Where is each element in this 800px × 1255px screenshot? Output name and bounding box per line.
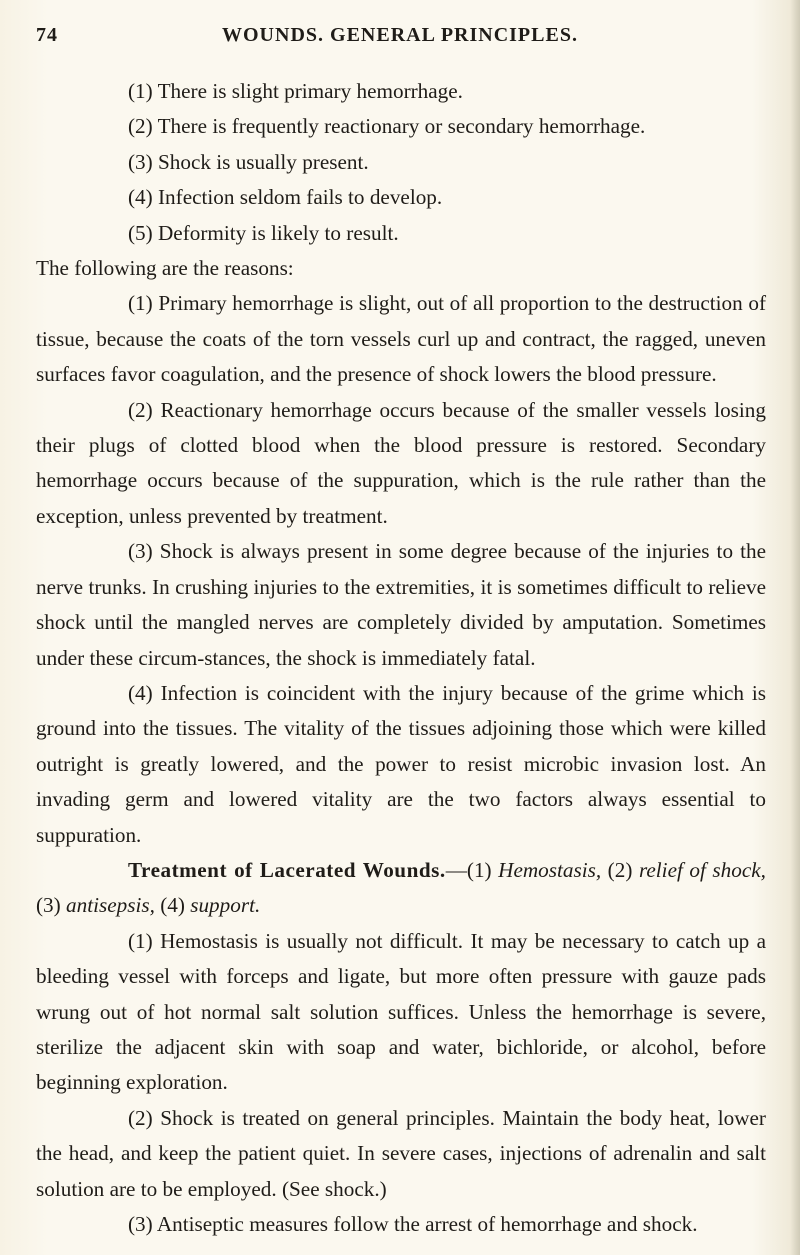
treatment-item-4: support. <box>190 893 261 918</box>
page-number: 74 <box>36 24 58 46</box>
treatment-paragraph: (2) Shock is treated on general principles. Maintain the body heat, lower the head, and keep the patient quiet. In severe cases, injections of adrenalin and salt solution are to be employed. (See shock.) <box>36 1105 766 1201</box>
section-heading: Treatment of Lacerated Wounds. <box>128 857 446 882</box>
treatment-sep-3: (3) <box>36 893 67 918</box>
reasons-intro: The following are the reasons: <box>36 256 294 281</box>
treatment-item-3: antisepsis, <box>66 893 155 918</box>
reason-paragraph: (2) Reactionary hemorrhage occurs because of the smaller vessels losing their plugs of clotted blood when the blood pressure is restored. Secondary hemorrhage occurs because of the suppuration, which is the rule rather than the exception, unless prevented by treatment. <box>36 397 766 528</box>
list-item: (5) Deformity is likely to result. <box>128 220 399 245</box>
treatment-paragraph: (1) Hemostasis is usually not difficult. It may be necessary to catch up a bleeding vessel with forceps and ligate, but more often pressure with gauze pads wrung out of hot normal salt solution suffices. Unless the hemorrhage is severe, sterilize the adjacent skin with soap and water, bichloride, or alcohol, before beginning exploration. <box>36 928 766 1095</box>
treatment-sep-2: (2) <box>601 857 639 882</box>
treatment-item-2: relief of shock, <box>638 857 766 882</box>
list-item: (2) There is frequently reactionary or secondary hemorrhage. <box>128 114 646 139</box>
page-body <box>36 74 766 1242</box>
reason-paragraph: (1) Primary hemorrhage is slight, out of all proportion to the destruction of tissue, because the coats of the torn vessels curl up and contract, the ragged, uneven surfaces favor coagulation, and the presence of shock lowers the blood pressure. <box>36 291 766 387</box>
treatment-dash: —(1) <box>445 857 499 882</box>
list-item: (1) There is slight primary hemorrhage. <box>128 79 463 103</box>
reason-paragraph: (4) Infection is coincident with the injury because of the grime which is ground into the tissues. The vitality of the tissues adjoining those which were killed outright is greatly lowered, and the power to resist microbic invasion lost. An invading germ and lowered vitality are the two factors always essential to suppuration. <box>36 680 766 847</box>
running-head: WOUNDS. GENERAL PRINCIPLES. <box>222 24 578 46</box>
reason-paragraph: (3) Shock is always present in some degree because of the injuries to the nerve trunks. In crushing injuries to the extremities, it is sometimes difficult to relieve shock until the mangled nerves are completely divided by amputation. Sometimes under these circum-stances, the shock is immediately fatal. <box>36 539 766 670</box>
page-edge-shadow <box>790 0 800 1255</box>
list-item: (4) Infection seldom fails to develop. <box>128 185 443 210</box>
treatment-paragraph: (3) Antiseptic measures follow the arrest of hemorrhage and shock. <box>128 1212 698 1236</box>
page-header <box>36 24 776 56</box>
list-item: (3) Shock is usually present. <box>128 149 369 174</box>
treatment-heading-paragraph <box>36 853 766 924</box>
treatment-sep-4: (4) <box>154 893 191 918</box>
treatment-item-1: Hemostasis, <box>498 857 602 882</box>
